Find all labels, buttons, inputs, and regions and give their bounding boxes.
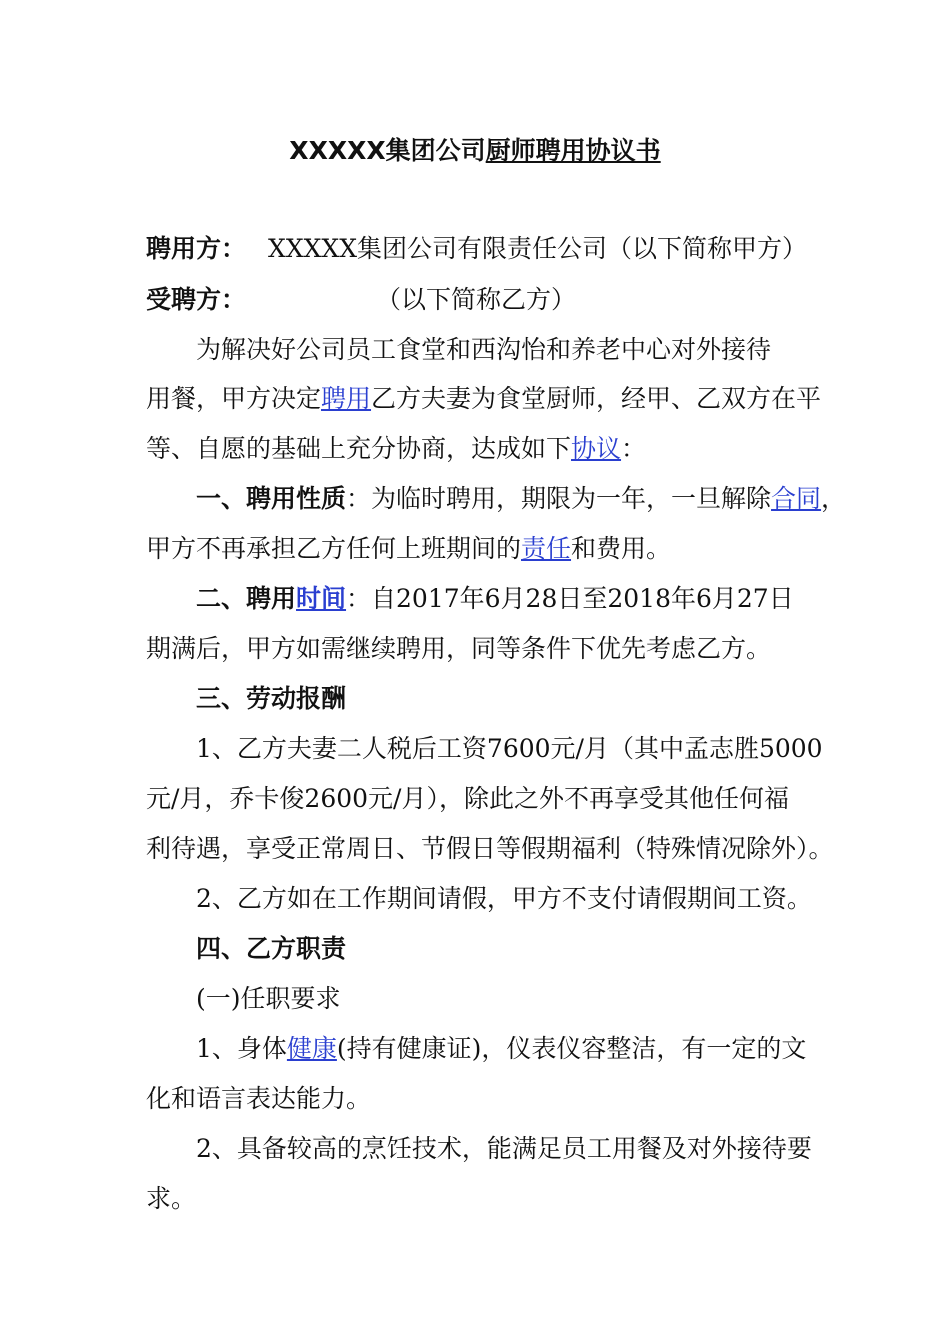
section4-p2-line-2: 求。	[146, 1184, 197, 1213]
section3-p1-line-3: 利待遇，享受正常周日、节假日等假期福利（特殊情况除外）。	[146, 834, 834, 863]
employer-value: XXXXX集团公司有限责任公司（以下简称甲方）	[268, 234, 808, 263]
link-time[interactable]: 时间	[296, 584, 347, 613]
intro-line-2	[146, 382, 821, 416]
section2-text: ：自2017年6月28日至2018年6月27日	[346, 584, 794, 613]
section3-p1-line-1: 1、乙方夫妻二人税后工资7600元/月（其中孟志胜5000	[196, 734, 823, 763]
link-health[interactable]: 健康	[286, 1034, 337, 1063]
employee-value: （以下简称乙方）	[376, 285, 577, 314]
section1-text: ：为临时聘用，期限为一年，一旦解除	[346, 484, 772, 513]
employee-line	[146, 283, 576, 317]
employer-label: 聘用方：	[146, 234, 247, 263]
intro-text: 等、自愿的基础上充分协商，达成如下	[146, 434, 572, 463]
document-title	[0, 134, 950, 168]
section3-p1-line-2: 元/月，乔卡俊2600元/月），除此之外不再享受其他任何福	[146, 784, 789, 813]
section3-p2: 2、乙方如在工作期间请假，甲方不支付请假期间工资。	[196, 884, 812, 913]
section1-text: ，	[821, 484, 847, 513]
section2-line-2: 期满后，甲方如需继续聘用，同等条件下优先考虑乙方。	[146, 634, 772, 663]
employer-line	[146, 232, 807, 266]
intro-text: 用餐，甲方决定	[146, 384, 322, 413]
intro-line-1: 为解决好公司员工食堂和西沟怡和养老中心对外接待	[196, 335, 772, 364]
section1-heading: 一、聘用性质	[196, 484, 347, 513]
section1-text: 甲方不再承担乙方任何上班期间的	[146, 534, 522, 563]
section1-line-1	[196, 482, 846, 516]
section4-p1-line-2: 化和语言表达能力。	[146, 1084, 372, 1113]
link-employ[interactable]: 聘用	[321, 384, 372, 413]
section1-text: 和费用。	[571, 534, 672, 563]
section1-line-2	[146, 532, 671, 566]
employee-label: 受聘方：	[146, 285, 247, 314]
section2-heading: 二、聘用	[196, 584, 297, 613]
link-responsibility[interactable]: 责任	[521, 534, 572, 563]
section2-line-1	[196, 582, 794, 616]
section4-p2-line-1: 2、具备较高的烹饪技术，能满足员工用餐及对外接待要	[196, 1134, 812, 1163]
title-prefix: XXXXX集团公司	[289, 136, 486, 165]
section4-heading: 四、乙方职责	[196, 934, 347, 963]
intro-text: 乙方夫妻为食堂厨师，经甲、乙双方在平	[371, 384, 822, 413]
section3-heading: 三、劳动报酬	[196, 684, 347, 713]
intro-line-3	[146, 432, 646, 466]
section4-p1-line-1	[196, 1032, 806, 1066]
title-underlined: 厨师聘用协议书	[485, 136, 661, 165]
section4-subheading: (一)任职要求	[196, 984, 341, 1013]
link-contract[interactable]: 合同	[771, 484, 822, 513]
section4-text: 1、身体	[196, 1034, 287, 1063]
section4-text: (持有健康证)，仪表仪容整洁，有一定的文	[336, 1034, 807, 1063]
intro-text: ：	[621, 434, 647, 463]
link-agreement[interactable]: 协议	[571, 434, 622, 463]
